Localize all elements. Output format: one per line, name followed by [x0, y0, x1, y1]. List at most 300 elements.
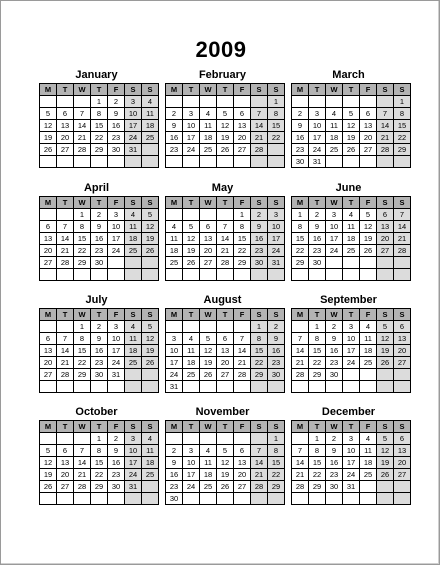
weekday-header: S [268, 309, 285, 321]
week-row [40, 457, 159, 469]
day-cell: 19 [377, 457, 394, 469]
week-row [292, 345, 411, 357]
day-cell: 9 [91, 333, 108, 345]
weekday-header: W [326, 197, 343, 209]
day-cell: 15 [74, 345, 91, 357]
day-cell: 25 [183, 369, 200, 381]
empty-cell [326, 381, 343, 393]
day-cell: 30 [292, 156, 309, 168]
weekday-header-row [166, 309, 285, 321]
day-cell: 11 [125, 333, 142, 345]
empty-cell [183, 209, 200, 221]
empty-cell [360, 156, 377, 168]
month-name: October [75, 406, 118, 418]
weekday-header: T [217, 84, 234, 96]
weekday-header: S [268, 421, 285, 433]
day-cell: 6 [377, 209, 394, 221]
empty-cell [108, 257, 125, 269]
day-cell: 14 [234, 345, 251, 357]
day-cell: 27 [394, 357, 411, 369]
day-cell: 27 [234, 481, 251, 493]
day-cell: 9 [108, 445, 125, 457]
empty-cell [292, 269, 309, 281]
day-cell: 9 [326, 333, 343, 345]
day-cell: 21 [292, 357, 309, 369]
day-cell: 27 [40, 369, 57, 381]
day-cell: 18 [125, 345, 142, 357]
empty-cell [40, 209, 57, 221]
day-cell: 7 [74, 108, 91, 120]
weekday-header: S [142, 84, 159, 96]
weekday-header-row [292, 84, 411, 96]
day-cell: 19 [40, 132, 57, 144]
day-cell: 11 [360, 445, 377, 457]
day-cell: 22 [74, 245, 91, 257]
day-cell: 13 [40, 345, 57, 357]
day-cell: 20 [394, 457, 411, 469]
day-cell: 24 [326, 245, 343, 257]
week-row [292, 108, 411, 120]
day-cell: 15 [309, 457, 326, 469]
weekday-header: S [268, 197, 285, 209]
day-cell: 9 [309, 221, 326, 233]
day-cell: 27 [377, 245, 394, 257]
weekday-header: S [125, 197, 142, 209]
day-cell: 10 [108, 333, 125, 345]
day-cell: 13 [57, 457, 74, 469]
day-cell: 8 [292, 221, 309, 233]
day-cell: 3 [268, 209, 285, 221]
weekday-header: M [166, 309, 183, 321]
month-table [291, 308, 411, 393]
day-cell: 8 [91, 445, 108, 457]
day-cell: 11 [166, 233, 183, 245]
day-cell: 27 [217, 369, 234, 381]
weekday-header-row [40, 421, 159, 433]
day-cell: 30 [91, 257, 108, 269]
empty-cell [394, 381, 411, 393]
day-cell: 6 [234, 108, 251, 120]
day-cell: 27 [57, 144, 74, 156]
day-cell: 7 [394, 209, 411, 221]
weekday-header-row [40, 197, 159, 209]
day-cell: 23 [108, 132, 125, 144]
day-cell: 29 [251, 369, 268, 381]
day-cell: 25 [142, 132, 159, 144]
weekday-header: M [40, 84, 57, 96]
day-cell: 12 [217, 120, 234, 132]
day-cell: 28 [234, 369, 251, 381]
weekday-header: S [142, 309, 159, 321]
empty-cell [377, 96, 394, 108]
day-cell: 7 [234, 333, 251, 345]
day-cell: 26 [360, 245, 377, 257]
day-cell: 2 [251, 209, 268, 221]
empty-cell [234, 321, 251, 333]
empty-cell [125, 493, 142, 505]
day-cell: 21 [234, 357, 251, 369]
day-cell: 26 [183, 257, 200, 269]
day-cell: 10 [166, 345, 183, 357]
day-cell: 10 [326, 221, 343, 233]
empty-cell [292, 433, 309, 445]
day-cell: 5 [360, 209, 377, 221]
day-cell: 4 [200, 445, 217, 457]
week-row [40, 96, 159, 108]
empty-cell [309, 96, 326, 108]
weekday-header: T [309, 309, 326, 321]
empty-cell [125, 156, 142, 168]
empty-cell [343, 369, 360, 381]
day-cell: 20 [57, 132, 74, 144]
weekday-header: T [183, 84, 200, 96]
day-cell: 14 [377, 120, 394, 132]
empty-cell [326, 269, 343, 281]
empty-cell [394, 493, 411, 505]
day-cell: 19 [343, 132, 360, 144]
day-cell: 12 [142, 221, 159, 233]
empty-cell [108, 493, 125, 505]
day-cell: 7 [57, 221, 74, 233]
week-row [292, 333, 411, 345]
day-cell: 15 [91, 457, 108, 469]
week-row [40, 345, 159, 357]
month-table [165, 196, 285, 281]
day-cell: 19 [377, 345, 394, 357]
empty-cell [142, 269, 159, 281]
weekday-header: F [108, 309, 125, 321]
empty-cell [108, 269, 125, 281]
empty-cell [251, 433, 268, 445]
week-row [40, 333, 159, 345]
month-name: January [75, 69, 118, 81]
weekday-header: S [125, 309, 142, 321]
day-cell: 8 [268, 445, 285, 457]
day-cell: 25 [142, 469, 159, 481]
empty-cell [166, 433, 183, 445]
month-september [291, 293, 406, 393]
day-cell: 15 [268, 457, 285, 469]
week-row [40, 120, 159, 132]
day-cell: 11 [343, 221, 360, 233]
day-cell: 29 [74, 369, 91, 381]
week-row [166, 108, 285, 120]
weekday-header-row [166, 421, 285, 433]
empty-cell [360, 269, 377, 281]
week-row [166, 269, 285, 281]
day-cell: 17 [183, 469, 200, 481]
day-cell: 29 [309, 481, 326, 493]
weekday-header: S [377, 84, 394, 96]
day-cell: 17 [108, 233, 125, 245]
empty-cell [200, 493, 217, 505]
day-cell: 24 [125, 469, 142, 481]
month-april [39, 181, 154, 281]
empty-cell [309, 381, 326, 393]
day-cell: 2 [166, 108, 183, 120]
week-row [292, 481, 411, 493]
weekday-header: T [343, 421, 360, 433]
day-cell: 7 [292, 333, 309, 345]
weekday-header: T [309, 197, 326, 209]
day-cell: 6 [360, 108, 377, 120]
empty-cell [326, 96, 343, 108]
day-cell: 18 [200, 469, 217, 481]
weekday-header: M [40, 197, 57, 209]
empty-cell [377, 257, 394, 269]
empty-cell [234, 381, 251, 393]
day-cell: 8 [74, 333, 91, 345]
empty-cell [217, 156, 234, 168]
empty-cell [309, 269, 326, 281]
week-row [40, 144, 159, 156]
day-cell: 14 [217, 233, 234, 245]
weekday-header: T [57, 421, 74, 433]
empty-cell [125, 269, 142, 281]
day-cell: 11 [183, 345, 200, 357]
day-cell: 2 [268, 321, 285, 333]
weekday-header: W [74, 421, 91, 433]
day-cell: 2 [108, 433, 125, 445]
day-cell: 3 [108, 209, 125, 221]
day-cell: 28 [394, 245, 411, 257]
empty-cell [142, 156, 159, 168]
empty-cell [292, 381, 309, 393]
empty-cell [125, 369, 142, 381]
empty-cell [142, 493, 159, 505]
day-cell: 16 [91, 345, 108, 357]
month-name: August [203, 294, 242, 306]
empty-cell [200, 269, 217, 281]
day-cell: 3 [326, 209, 343, 221]
day-cell: 22 [91, 132, 108, 144]
day-cell: 13 [377, 221, 394, 233]
empty-cell [74, 156, 91, 168]
weekday-header: T [183, 309, 200, 321]
day-cell: 16 [326, 457, 343, 469]
month-december [291, 405, 406, 505]
day-cell: 25 [360, 357, 377, 369]
week-row [292, 156, 411, 168]
weekday-header: T [217, 421, 234, 433]
day-cell: 11 [142, 445, 159, 457]
empty-cell [57, 381, 74, 393]
day-cell: 11 [200, 120, 217, 132]
empty-cell [142, 369, 159, 381]
week-row [40, 245, 159, 257]
day-cell: 20 [234, 469, 251, 481]
day-cell: 26 [377, 469, 394, 481]
day-cell: 6 [200, 221, 217, 233]
day-cell: 8 [251, 333, 268, 345]
day-cell: 23 [326, 357, 343, 369]
day-cell: 19 [142, 345, 159, 357]
weekday-header: S [251, 197, 268, 209]
empty-cell [74, 381, 91, 393]
day-cell: 10 [309, 120, 326, 132]
day-cell: 9 [251, 221, 268, 233]
week-row [292, 233, 411, 245]
empty-cell [292, 96, 309, 108]
day-cell: 29 [91, 144, 108, 156]
day-cell: 1 [268, 96, 285, 108]
empty-cell [200, 321, 217, 333]
day-cell: 8 [394, 108, 411, 120]
day-cell: 22 [394, 132, 411, 144]
day-cell: 5 [217, 108, 234, 120]
day-cell: 12 [343, 120, 360, 132]
day-cell: 10 [343, 333, 360, 345]
day-cell: 2 [91, 321, 108, 333]
weekday-header-row [166, 197, 285, 209]
week-row [292, 245, 411, 257]
week-row [166, 481, 285, 493]
day-cell: 3 [125, 96, 142, 108]
weekday-header: W [74, 84, 91, 96]
day-cell: 14 [57, 233, 74, 245]
day-cell: 1 [74, 321, 91, 333]
day-cell: 21 [217, 245, 234, 257]
day-cell: 5 [343, 108, 360, 120]
empty-cell [57, 433, 74, 445]
weekday-header: S [377, 421, 394, 433]
day-cell: 7 [292, 445, 309, 457]
day-cell: 1 [91, 433, 108, 445]
day-cell: 31 [343, 481, 360, 493]
month-table [291, 83, 411, 168]
weekday-header: S [142, 421, 159, 433]
day-cell: 30 [108, 144, 125, 156]
empty-cell [166, 96, 183, 108]
day-cell: 6 [57, 445, 74, 457]
day-cell: 31 [125, 481, 142, 493]
day-cell: 10 [183, 120, 200, 132]
day-cell: 17 [166, 357, 183, 369]
empty-cell [234, 269, 251, 281]
empty-cell [183, 321, 200, 333]
day-cell: 26 [40, 144, 57, 156]
day-cell: 10 [268, 221, 285, 233]
day-cell: 2 [166, 445, 183, 457]
day-cell: 24 [268, 245, 285, 257]
day-cell: 12 [377, 445, 394, 457]
weekday-header: T [57, 84, 74, 96]
day-cell: 18 [125, 233, 142, 245]
empty-cell [217, 381, 234, 393]
weekday-header: M [166, 197, 183, 209]
day-cell: 1 [268, 433, 285, 445]
empty-cell [292, 321, 309, 333]
week-row [292, 369, 411, 381]
day-cell: 26 [377, 357, 394, 369]
empty-cell [125, 381, 142, 393]
weekday-header: M [166, 84, 183, 96]
day-cell: 9 [91, 221, 108, 233]
day-cell: 21 [377, 132, 394, 144]
day-cell: 1 [309, 321, 326, 333]
day-cell: 6 [40, 333, 57, 345]
empty-cell [234, 156, 251, 168]
empty-cell [125, 257, 142, 269]
week-row [166, 156, 285, 168]
day-cell: 26 [142, 245, 159, 257]
day-cell: 20 [377, 233, 394, 245]
day-cell: 1 [394, 96, 411, 108]
day-cell: 14 [292, 457, 309, 469]
day-cell: 26 [40, 481, 57, 493]
day-cell: 6 [40, 221, 57, 233]
day-cell: 12 [217, 457, 234, 469]
empty-cell [377, 481, 394, 493]
day-cell: 30 [309, 257, 326, 269]
empty-cell [251, 493, 268, 505]
day-cell: 22 [74, 357, 91, 369]
weekday-header: F [108, 84, 125, 96]
day-cell: 16 [91, 233, 108, 245]
day-cell: 13 [394, 445, 411, 457]
weekday-header: T [217, 197, 234, 209]
month-march [291, 68, 406, 168]
day-cell: 12 [142, 333, 159, 345]
week-row [292, 469, 411, 481]
day-cell: 11 [142, 108, 159, 120]
day-cell: 21 [292, 469, 309, 481]
week-row [40, 433, 159, 445]
week-row [166, 221, 285, 233]
day-cell: 15 [268, 120, 285, 132]
empty-cell [394, 269, 411, 281]
week-row [40, 493, 159, 505]
day-cell: 1 [292, 209, 309, 221]
empty-cell [343, 493, 360, 505]
empty-cell [326, 257, 343, 269]
empty-cell [91, 381, 108, 393]
day-cell: 9 [326, 445, 343, 457]
weekday-header: W [200, 421, 217, 433]
empty-cell [343, 381, 360, 393]
day-cell: 15 [91, 120, 108, 132]
day-cell: 28 [57, 257, 74, 269]
empty-cell [326, 156, 343, 168]
day-cell: 2 [326, 433, 343, 445]
day-cell: 13 [57, 120, 74, 132]
day-cell: 2 [326, 321, 343, 333]
empty-cell [360, 96, 377, 108]
day-cell: 1 [74, 209, 91, 221]
day-cell: 8 [309, 445, 326, 457]
empty-cell [91, 269, 108, 281]
day-cell: 24 [183, 481, 200, 493]
day-cell: 6 [394, 433, 411, 445]
day-cell: 25 [200, 481, 217, 493]
empty-cell [183, 493, 200, 505]
day-cell: 13 [394, 333, 411, 345]
day-cell: 18 [166, 245, 183, 257]
day-cell: 15 [394, 120, 411, 132]
day-cell: 5 [200, 333, 217, 345]
empty-cell [377, 493, 394, 505]
day-cell: 5 [217, 445, 234, 457]
day-cell: 17 [108, 345, 125, 357]
weekday-header: S [394, 421, 411, 433]
day-cell: 14 [74, 457, 91, 469]
weekday-header-row [292, 197, 411, 209]
day-cell: 15 [251, 345, 268, 357]
weekday-header: T [91, 84, 108, 96]
empty-cell [268, 144, 285, 156]
empty-cell [394, 481, 411, 493]
empty-cell [183, 156, 200, 168]
